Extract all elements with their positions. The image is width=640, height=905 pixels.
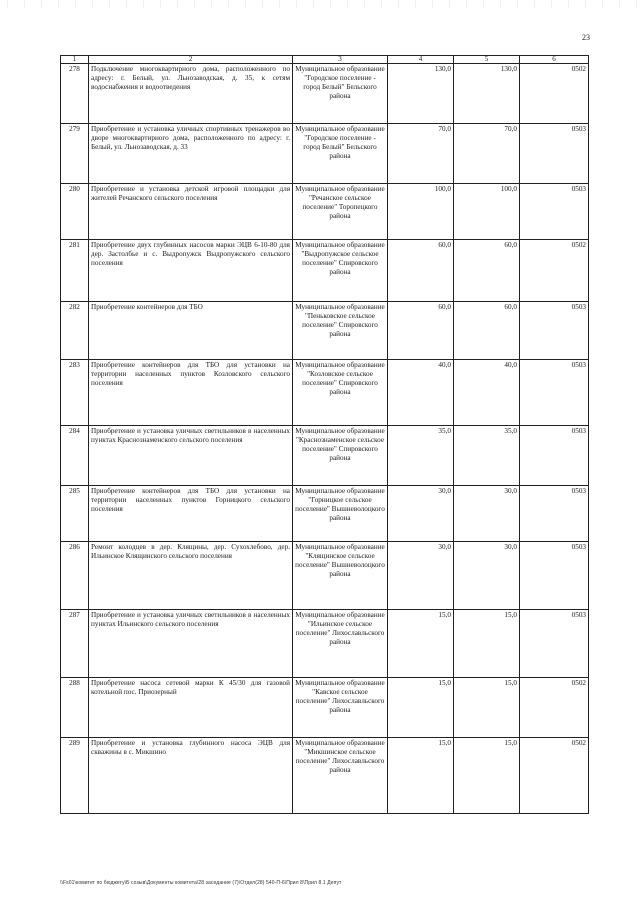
table-row	[61, 542, 589, 610]
row-amount-2: 40,0	[454, 360, 520, 426]
row-amount-2: 60,0	[454, 302, 520, 360]
row-description: Приобретение и установка глубинного насоса ЭЦВ для скважины в с. Микшино	[89, 738, 293, 814]
table-row	[61, 64, 589, 124]
row-description: Ремонт колодцев в дер. Клящины, дер. Сухохлебово, дер. Ильинское Клящинского сельского поселения	[89, 542, 293, 610]
col-header: 3	[293, 56, 388, 64]
file-path-footer: \\Fs01\комитет по бюджету\Б созыв\Документы комитета\28 заседание (7)\Отдел(28) 540-П-6\Прил 8\Прил 8.1 Депут	[60, 880, 342, 886]
row-number: 282	[61, 302, 89, 360]
scan-artifact	[0, 0, 640, 8]
table-row	[61, 486, 589, 542]
row-number: 285	[61, 486, 89, 542]
row-number: 288	[61, 678, 89, 738]
row-number: 281	[61, 240, 89, 302]
row-amount-1: 15,0	[388, 678, 454, 738]
table-row	[61, 678, 589, 738]
row-amount-2: 100,0	[454, 184, 520, 240]
row-number: 278	[61, 64, 89, 124]
row-amount-2: 60,0	[454, 240, 520, 302]
row-description: Приобретение контейнеров для ТБО для установки на территории населенных пунктов Горницкого сельского поселения	[89, 486, 293, 542]
row-code: 0503	[520, 124, 589, 184]
row-number: 283	[61, 360, 89, 426]
row-description: Приобретение и установка детской игровой площадки для жителей Речанского сельского поселения	[89, 184, 293, 240]
row-number: 280	[61, 184, 89, 240]
col-header: 1	[61, 56, 89, 64]
row-organization: Муниципальное образование "Выдропужское сельское поселение" Спировского района	[293, 240, 388, 302]
row-description: Приобретение и установка уличных светильников в населенных пунктах Ильинского сельского поселения	[89, 610, 293, 678]
row-description: Приобретение и установка уличных спортивных тренажеров во дворе многоквартирного дома, расположенного по адресу: г. Белый, ул. Льнозаводская, д. 33	[89, 124, 293, 184]
row-amount-1: 60,0	[388, 240, 454, 302]
row-number: 279	[61, 124, 89, 184]
row-code: 0503	[520, 542, 589, 610]
row-organization: Муниципальное образование "Кавское сельское поселение" Лихославльского района	[293, 678, 388, 738]
col-header: 5	[454, 56, 520, 64]
row-organization: Муниципальное образование "Клящинское сельское поселение" Вышневолоцкого района	[293, 542, 388, 610]
row-organization: Муниципальное образование "Козловское сельское поселение" Спировского района	[293, 360, 388, 426]
row-code: 0503	[520, 360, 589, 426]
row-description: Приобретение двух глубинных насосов марки ЭЦВ 6-10-80 для дер. Застолбье и с. Выдропужск Выдропужского сельского поселения	[89, 240, 293, 302]
row-code: 0502	[520, 738, 589, 814]
page-number: 23	[582, 33, 590, 42]
row-organization: Муниципальное образование "Городское поселение - город Белый" Бельского района	[293, 124, 388, 184]
row-amount-2: 35,0	[454, 426, 520, 486]
row-code: 0503	[520, 184, 589, 240]
table-row	[61, 124, 589, 184]
table-row	[61, 610, 589, 678]
table-row	[61, 360, 589, 426]
row-description: Подключение многоквартирного дома, расположенного по адресу: г. Белый, ул. Льнозаводская, д. 35, к сетям водоснабжения и водоотведения	[89, 64, 293, 124]
row-amount-1: 40,0	[388, 360, 454, 426]
row-number: 284	[61, 426, 89, 486]
row-code: 0503	[520, 302, 589, 360]
budget-table	[60, 55, 589, 814]
col-header: 6	[520, 56, 589, 64]
col-header: 4	[388, 56, 454, 64]
row-amount-2: 15,0	[454, 738, 520, 814]
row-code: 0502	[520, 678, 589, 738]
row-code: 0502	[520, 64, 589, 124]
row-number: 287	[61, 610, 89, 678]
row-amount-1: 30,0	[388, 542, 454, 610]
row-amount-2: 30,0	[454, 486, 520, 542]
row-description: Приобретение и установка уличных светильников в населенных пунктах Краснознаменского сельского поселения	[89, 426, 293, 486]
table-row	[61, 738, 589, 814]
row-organization: Муниципальное образование "Пеньковское сельское поселение" Спировского района	[293, 302, 388, 360]
table-row	[61, 240, 589, 302]
row-amount-1: 130,0	[388, 64, 454, 124]
row-description: Приобретение контейнеров для ТБО для установки на территории населенных пунктов Козловского сельского поселения	[89, 360, 293, 426]
row-amount-1: 15,0	[388, 610, 454, 678]
row-amount-2: 15,0	[454, 610, 520, 678]
table-row	[61, 302, 589, 360]
row-number: 286	[61, 542, 89, 610]
row-organization: Муниципальное образование "Речанское сельское поселение" Торопецкого района	[293, 184, 388, 240]
col-header: 2	[89, 56, 293, 64]
row-code: 0503	[520, 426, 589, 486]
row-amount-2: 30,0	[454, 542, 520, 610]
row-amount-1: 30,0	[388, 486, 454, 542]
header-row	[61, 56, 589, 64]
row-amount-2: 15,0	[454, 678, 520, 738]
row-amount-2: 70,0	[454, 124, 520, 184]
row-description: Приобретение насоса сетевой марки К 45/30 для газовой котельной пос. Приозерный	[89, 678, 293, 738]
row-code: 0503	[520, 486, 589, 542]
row-amount-1: 35,0	[388, 426, 454, 486]
row-amount-1: 100,0	[388, 184, 454, 240]
row-amount-2: 130,0	[454, 64, 520, 124]
table-row	[61, 426, 589, 486]
row-description: Приобретение контейнеров для ТБО	[89, 302, 293, 360]
row-amount-1: 70,0	[388, 124, 454, 184]
table-row	[61, 184, 589, 240]
row-organization: Муниципальное образование "Городское поселение - город Белый" Бельского района	[293, 64, 388, 124]
row-amount-1: 60,0	[388, 302, 454, 360]
row-organization: Муниципальное образование "Горницкое сельское поселение" Вышневолоцкого района	[293, 486, 388, 542]
row-organization: Муниципальное образование "Ильинское сельское поселение" Лихославльского района	[293, 610, 388, 678]
row-amount-1: 15,0	[388, 738, 454, 814]
row-code: 0502	[520, 240, 589, 302]
row-code: 0503	[520, 610, 589, 678]
row-organization: Муниципальное образование "Краснознаменское сельское поселение" Спировского района	[293, 426, 388, 486]
row-number: 289	[61, 738, 89, 814]
row-organization: Муниципальное образование "Микшинское сельское поселение" Лихославльского района	[293, 738, 388, 814]
